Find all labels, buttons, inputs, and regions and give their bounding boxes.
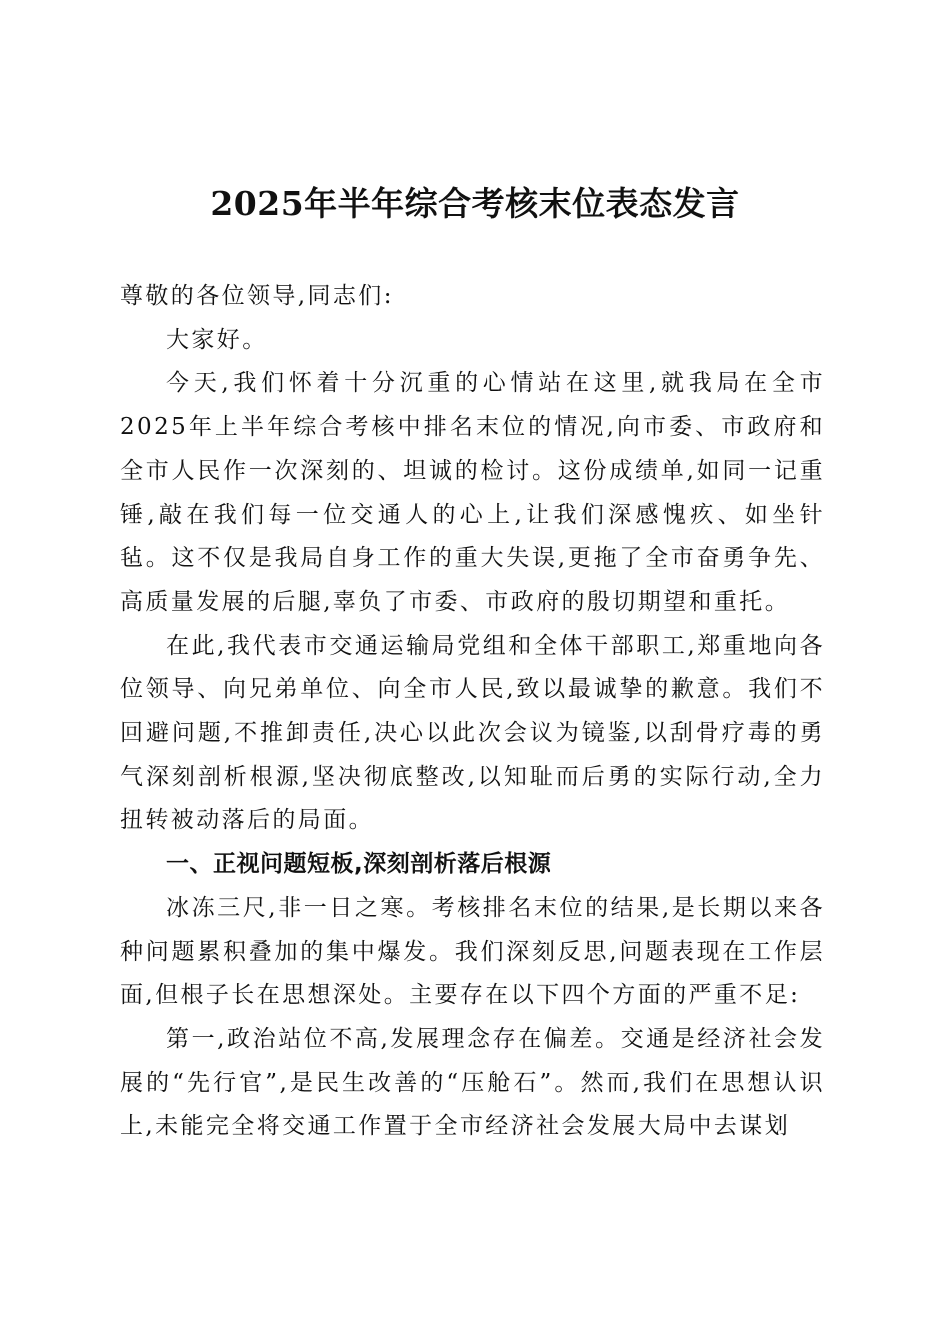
paragraph-apology: 在此,我代表市交通运输局党组和全体干部职工,郑重地向各位领导、向兄弟单位、向全市人民,致以最诚挚的歉意。我们不回避问题,不推卸责任,决心以此次会议为镜鉴,以刮骨疗毒的勇气深刻剖析根源,坚决彻底整改,以知耻而后勇的实际行动,全力扭转被动落后的局面。 xyxy=(120,632,825,834)
document-title: 2025年半年综合考核末位表态发言 xyxy=(210,184,740,223)
document-body xyxy=(120,275,825,1149)
paragraph-greeting: 大家好。 xyxy=(166,326,268,353)
salutation: 尊敬的各位领导,同志们: xyxy=(120,283,394,309)
paragraph-point-one: 第一,政治站位不高,发展理念存在偏差。交通是经济社会发展的“先行官”,是民生改善的“压舱石”。然而,我们在思想认识上,未能完全将交通工作置于全市经济社会发展大局中去谋划 xyxy=(120,1025,826,1140)
section-heading-1: 一、正视问题短板,深刻剖析落后根源 xyxy=(166,851,552,878)
paragraph-reflection: 冰冻三尺,非一日之寒。考核排名末位的结果,是长期以来各种问题累积叠加的集中爆发。我们深刻反思,问题表现在工作层面,但根子长在思想深处。主要存在以下四个方面的严重不足: xyxy=(120,894,825,1009)
paragraph-opening: 今天,我们怀着十分沉重的心情站在这里,就我局在全市2025年上半年综合考核中排名末位的情况,向市委、市政府和全市人民作一次深刻的、坦诚的检讨。这份成绩单,如同一记重锤,敲在我们每一位交通人的心上,让我们深感愧疚、如坐针毡。这不仅是我局自身工作的重大失误,更拖了全市奋勇争先、高质量发展的后腿,辜负了市委、市政府的殷切期望和重托。 xyxy=(120,370,825,615)
